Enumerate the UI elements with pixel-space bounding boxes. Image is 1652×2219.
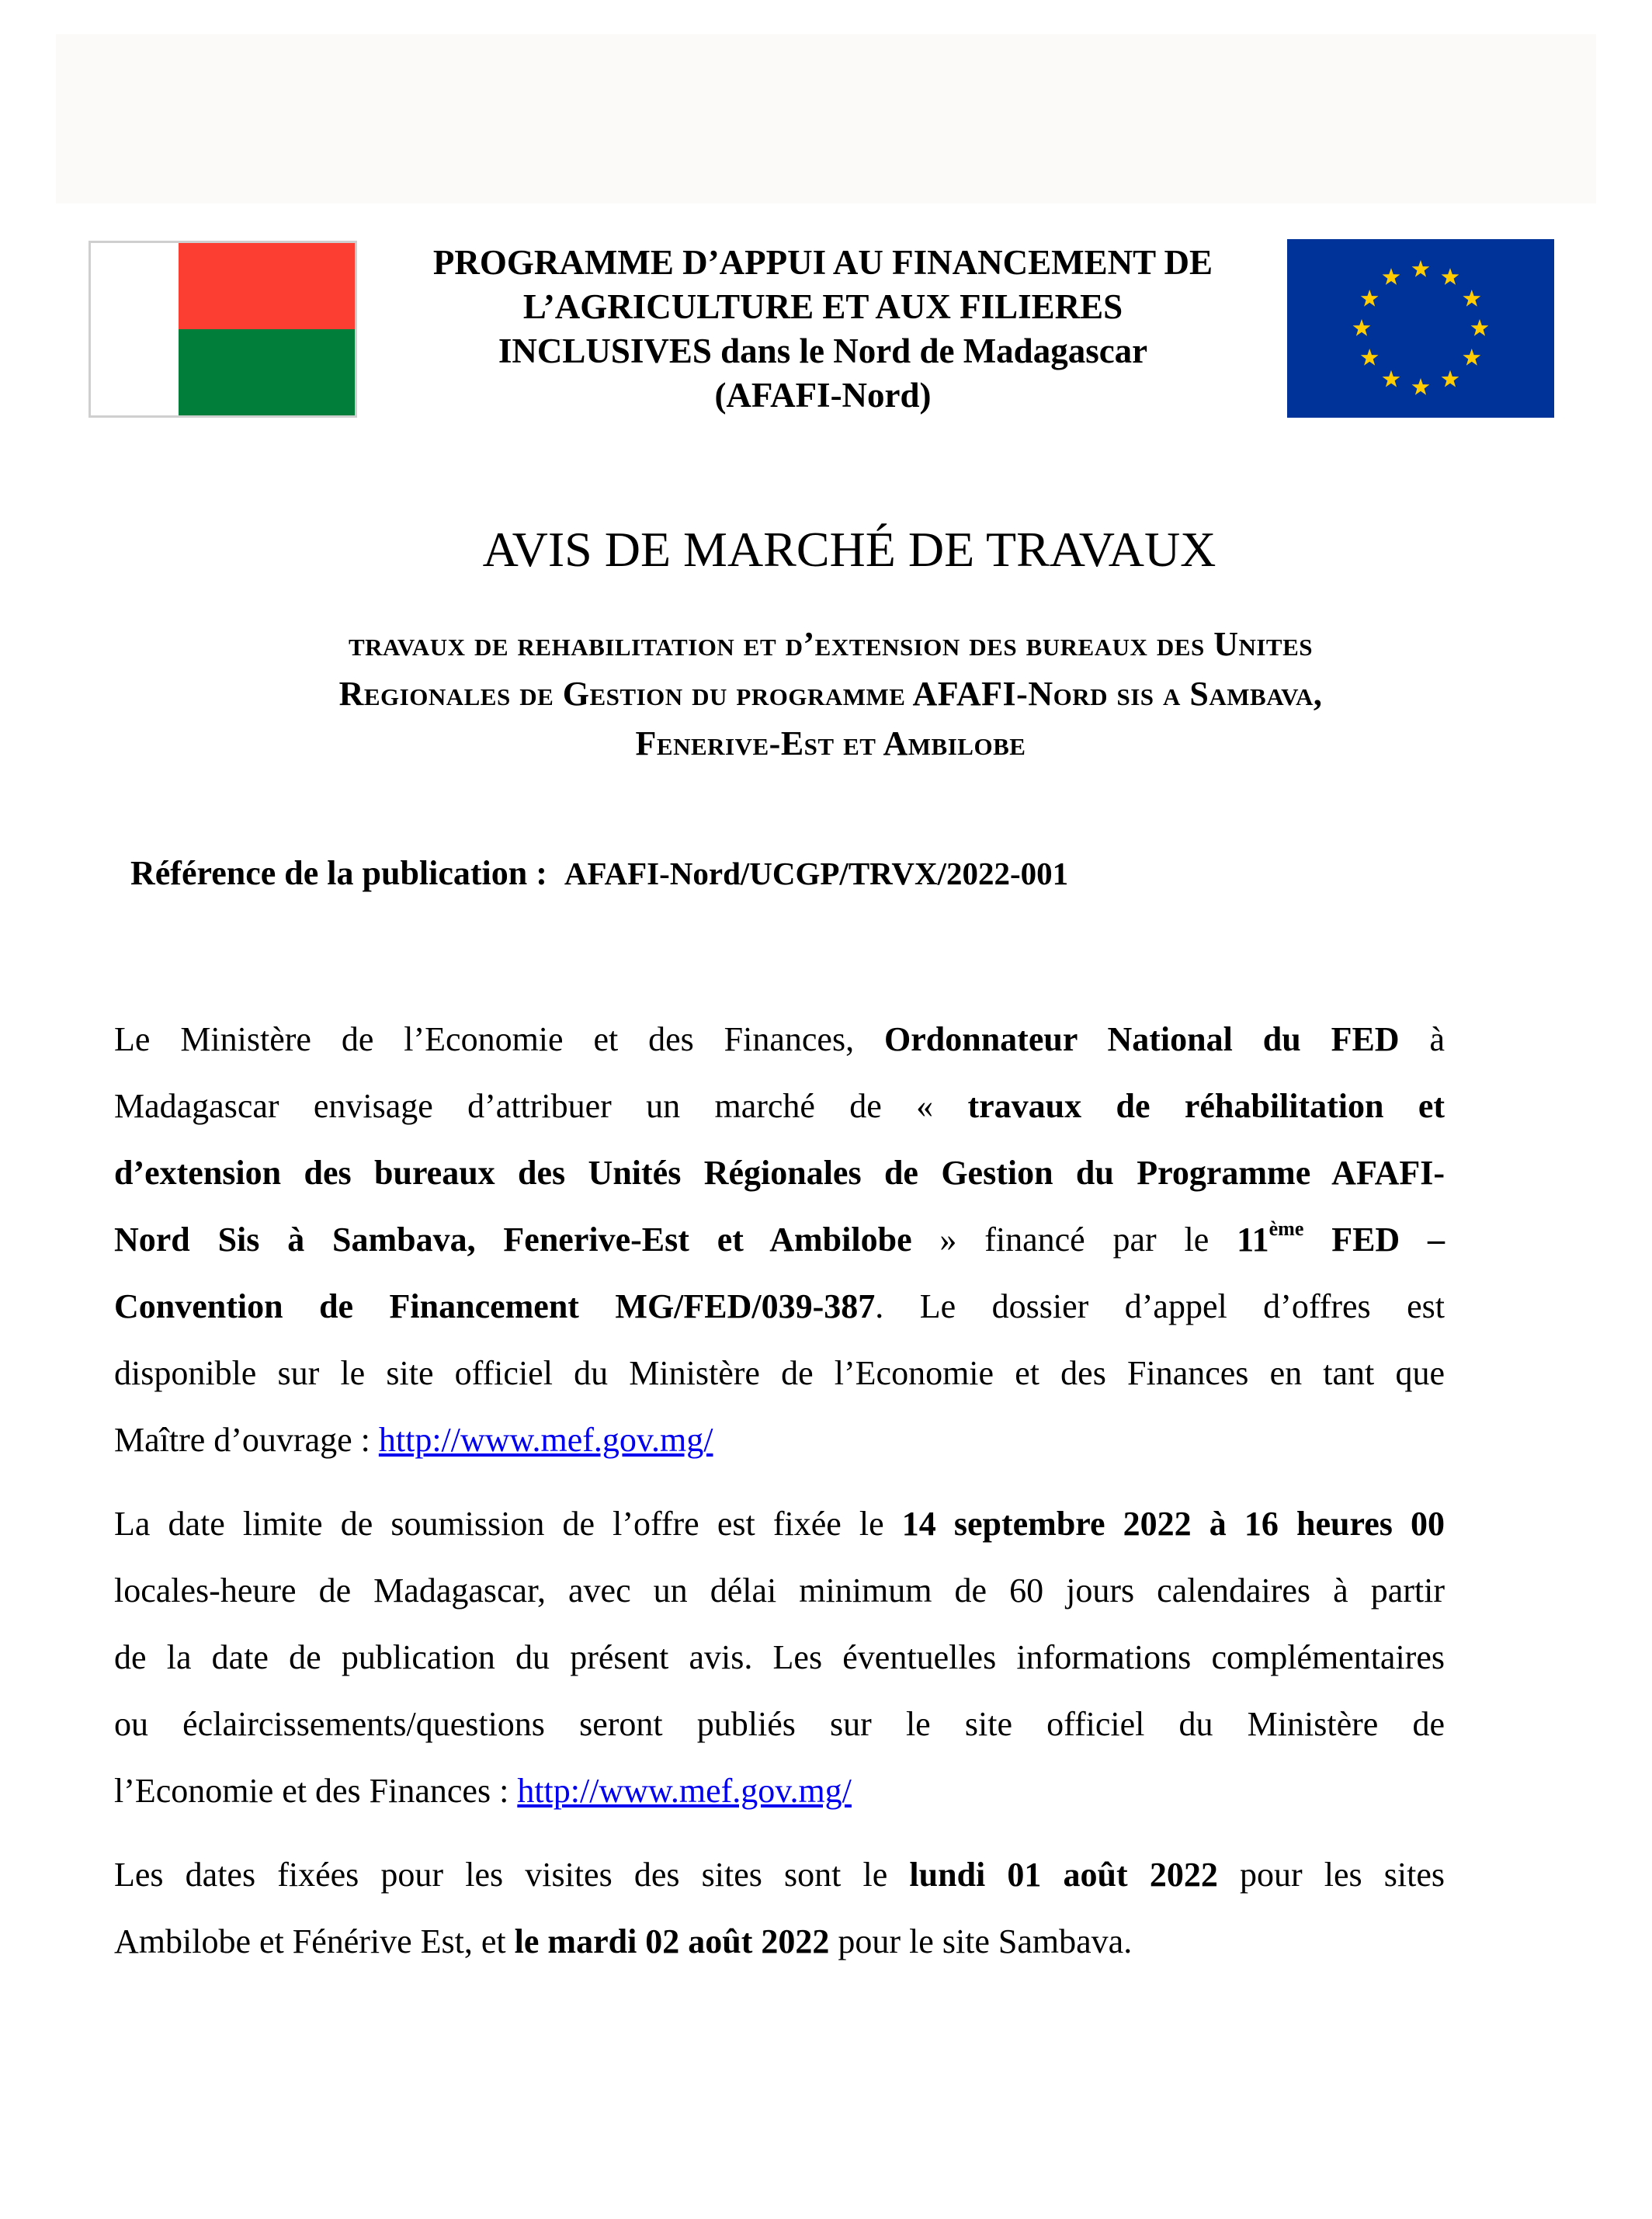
eu-star [1383,268,1400,285]
paragraph-line [114,1557,1445,1624]
bold-run: Convention de Financement MG/FED/039-387 [114,1287,876,1325]
text-run: locales-heure de Madagascar, avec un délai minimum de 60 jours calendaires à partir [114,1571,1445,1610]
european-union-flag-image [1287,239,1554,418]
bold-run: 11 [1237,1221,1269,1259]
reference-value: AFAFI-Nord/UCGP/TRVX/2022-001 [564,856,1069,891]
paragraph-line [114,1842,1445,1908]
text-run: ou éclaircissements/questions seront publiés sur le site officiel du Ministère de [114,1705,1445,1743]
programme-line: L’AGRICULTURE ET AUX FILIERES [522,287,1123,326]
paragraph-intro [114,1006,1445,1474]
mef-website-link[interactable]: http://www.mef.gov.mg/ [378,1421,713,1459]
bold-run: travaux de réhabilitation et [967,1087,1446,1125]
subject-line: Regionales de Gestion du programme AFAFI-Nord sis a Sambava, [338,675,1323,713]
text-run: pour les sites [1239,1856,1446,1894]
eu-star [1412,260,1430,277]
text-run: Maître d’ouvrage : [114,1421,370,1459]
paragraph-line [114,1006,1445,1073]
text-run: pour le site Sambava. [838,1922,1133,1960]
flag-green-stripe [179,329,355,415]
eu-star [1463,349,1480,366]
paragraph-line [114,1073,1445,1140]
programme-title [365,241,1281,418]
paragraph-line [114,1340,1445,1407]
paragraph-line [114,1407,1445,1474]
eu-star [1442,268,1459,285]
eu-star [1353,319,1371,336]
text-run: Les dates fixées pour les visites des sites sont le [114,1856,888,1894]
paragraph-line [114,1691,1445,1758]
eu-star [1463,290,1480,307]
paragraph-site-visits [114,1842,1445,1975]
text-run: . Le dossier d’appel d’offres est [875,1287,1445,1325]
bold-run: Nord Sis à Sambava, Fenerive-Est et Ambilobe [114,1221,912,1259]
paragraph-line [114,1273,1445,1340]
paragraph-line [114,1140,1445,1207]
paragraph-deadline [114,1491,1445,1825]
text-run: disponible sur le site officiel du Ministère de l’Economie et des Finances en tant que [114,1354,1445,1392]
paragraph-line [114,1207,1445,1273]
tender-subject [93,620,1568,769]
paragraph-line [114,1624,1445,1691]
bold-run: FED – [1331,1221,1446,1259]
publication-reference [130,850,1068,897]
header-blank-band [56,34,1596,203]
paragraph-line [114,1908,1445,1975]
programme-line: INCLUSIVES dans le Nord de Madagascar [498,332,1148,370]
bold-run: le mardi 02 août 2022 [514,1922,830,1960]
programme-line: PROGRAMME D’APPUI AU FINANCEMENT DE [432,243,1213,282]
eu-star [1442,370,1459,387]
text-run: Le Ministère de l’Economie et des Finances, [114,1020,855,1058]
subject-line: travaux de rehabilitation et d’extension des bureaux des Unites [348,625,1314,663]
eu-star [1361,290,1379,307]
eu-star [1361,349,1379,366]
bold-run: 14 septembre 2022 à 16 heures 00 [901,1505,1445,1543]
text-run: » financé par le [939,1221,1210,1259]
text-run: Madagascar envisage d’attribuer un marché de « [114,1087,934,1125]
subject-line: Fenerive-Est et Ambilobe [635,724,1026,762]
madagascar-flag-image [88,241,357,418]
text-run: l’Economie et des Finances : [114,1772,509,1810]
eu-stars-circle [1287,239,1554,418]
bold-run: d’extension des bureaux des Unités Régionales de Gestion du Programme AFAFI- [114,1154,1445,1192]
eu-star [1383,370,1400,387]
document-title: AVIS DE MARCHÉ DE TRAVAUX [482,522,1216,577]
reference-label: Référence de la publication : [130,854,547,892]
text-run: La date limite de soumission de l’offre est fixée le [114,1505,884,1543]
flag-red-stripe [179,243,355,329]
eu-star [1412,378,1430,395]
paragraph-line [114,1491,1445,1557]
text-run: à [1429,1020,1446,1058]
paragraph-line [114,1758,1445,1825]
bold-run: Ordonnateur National du FED [884,1020,1400,1058]
eu-star [1471,319,1489,336]
text-run: de la date de publication du présent avis. Les éventuelles informations complémentaires [114,1638,1445,1676]
superscript: ème [1268,1217,1304,1240]
programme-line: (AFAFI-Nord) [714,376,932,415]
mef-website-link[interactable]: http://www.mef.gov.mg/ [517,1772,852,1810]
bold-run: lundi 01 août 2022 [909,1856,1218,1894]
text-run: Ambilobe et Fénérive Est, et [114,1922,506,1960]
